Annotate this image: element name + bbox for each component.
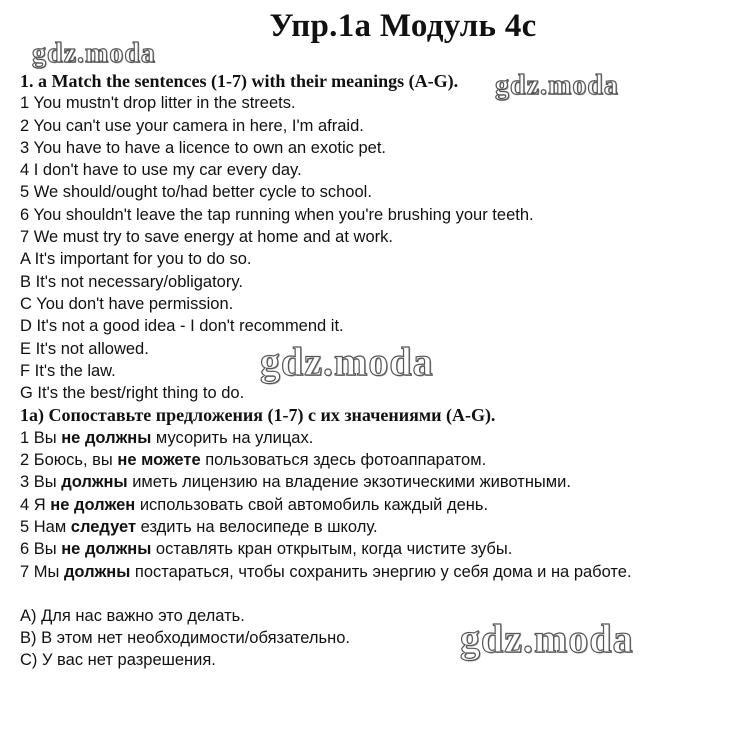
english-meaning: C You don't have permission. [20,294,234,313]
english-sentence: 7 We must try to save energy at home and at work. [20,228,393,247]
russian-heading: 1a) Сопоставьте предложения (1-7) с их значениями (A-G). [20,405,496,426]
modal-verb: не должен [50,495,136,514]
english-meaning: G It's the best/right thing to do. [20,384,245,403]
sentence-rest: постараться, чтобы сохранить энергию у себя дома и на работе. [130,562,632,581]
english-meaning: F It's the law. [20,361,116,380]
modal-verb: должны [61,473,128,492]
english-meaning: A It's important for you to do so. [20,250,252,269]
sentence-prefix: 7 Мы [20,562,64,581]
sentence-rest: оставлять кран открытым, когда чистите зубы. [151,540,513,559]
watermark-logo: gdz.moda [460,616,634,661]
english-heading: 1. a Match the sentences (1-7) with their meanings (A-G). [20,71,459,91]
watermark-logo: gdz.moda [495,70,619,101]
sentence-rest: ездить на велосипеде в школу. [136,517,378,536]
sentence-rest: иметь лицензию на владение экзотическими животными. [127,473,571,492]
modal-verb: не должны [61,540,152,559]
russian-sentence [20,471,740,493]
page-title: Упр.1a Модуль 4c [269,8,537,44]
russian-sentence [20,516,740,538]
modal-verb: не должны [61,428,152,447]
english-meaning: B It's not necessary/obligatory. [20,272,243,291]
sentence-prefix: 1 Вы [20,428,62,447]
english-sentence: 6 You shouldn't leave the tap running when you're brushing your teeth. [20,205,534,224]
russian-meaning: B) В этом нет необходимости/обязательно. [20,629,350,648]
russian-sentence [20,561,740,583]
english-sentence: 2 You can't use your camera in here, I'm afraid. [20,116,364,135]
english-sentence: 1 You mustn't drop litter in the streets. [20,94,296,113]
spacer [20,583,740,605]
english-sentence: 3 You have to have a licence to own an exotic pet. [20,138,387,157]
exercise-content [20,70,740,672]
modal-verb: должны [63,562,131,581]
sentence-rest: мусорить на улицах. [151,428,314,447]
russian-sentence [20,427,740,449]
sentence-rest: пользоваться здесь фотоаппаратом. [200,451,487,470]
sentence-prefix: 3 Вы [20,473,62,492]
english-sentence: 5 We should/ought to/had better cycle to school. [20,183,372,202]
watermark-logo: gdz.moda [260,339,434,384]
russian-sentence [20,449,740,471]
english-meaning: D It's not a good idea - I don't recommend it. [20,317,344,336]
sentence-prefix: 6 Вы [20,540,62,559]
russian-sentence [20,494,740,516]
russian-meaning: A) Для нас важно это делать. [20,606,245,625]
watermark-logo: gdz.moda [32,38,156,69]
english-sentence: 4 I don't have to use my car every day. [20,161,302,180]
sentence-rest: использовать свой автомобиль каждый день. [135,495,489,514]
russian-sentence [20,538,740,560]
english-meaning: E It's not allowed. [20,339,149,358]
sentence-prefix: 4 Я [20,495,51,514]
modal-verb: не можете [117,451,201,470]
russian-meaning: C) У вас нет разрешения. [20,651,216,670]
sentence-prefix: 2 Боюсь, вы [20,451,118,470]
modal-verb: следует [70,517,137,536]
sentence-prefix: 5 Нам [20,517,71,536]
